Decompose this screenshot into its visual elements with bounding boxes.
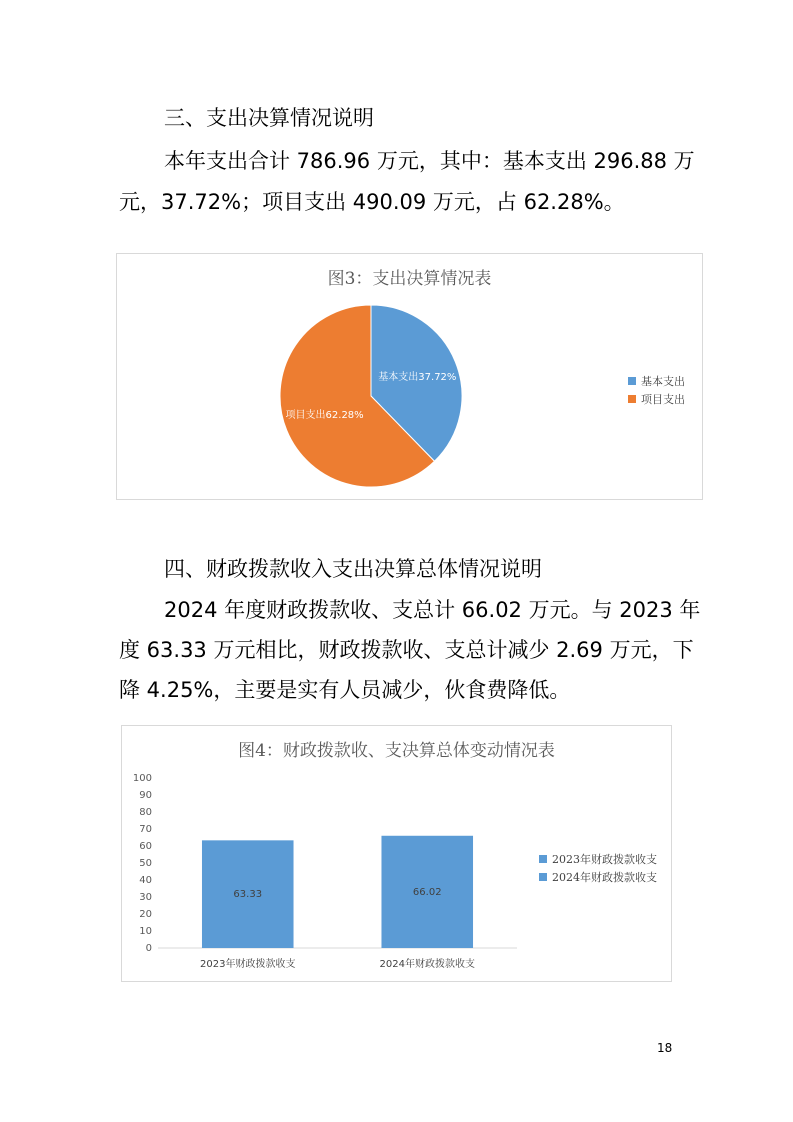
bar-chart-container (121, 725, 672, 982)
x-category-label: 2024年财政拨款收支 (379, 959, 475, 970)
y-tick-label: 20 (139, 909, 152, 920)
section4-line3: 降 4.25%，主要是实有人员减少，伙食费降低。 (119, 678, 571, 702)
x-category-label: 2023年财政拨款收支 (200, 959, 296, 970)
legend-swatch-project (628, 395, 636, 403)
section4-line2: 度 63.33 万元相比，财政拨款收、支总计减少 2.69 万元，下 (119, 638, 694, 662)
section3-heading: 三、支出决算情况说明 (164, 106, 374, 130)
pie-legend (628, 372, 685, 408)
y-tick-label: 90 (139, 790, 152, 801)
legend-label-basic: 基本支出 (641, 375, 685, 388)
y-tick-label: 0 (145, 943, 152, 954)
section3-line1: 本年支出合计 786.96 万元，其中：基本支出 296.88 万 (164, 149, 695, 173)
legend-swatch-2023 (539, 855, 547, 863)
legend-item-project (628, 390, 685, 408)
page-number: 18 (657, 1041, 673, 1055)
bar-data-label: 63.33 (233, 889, 263, 901)
y-tick-label: 80 (139, 807, 152, 818)
legend-label-2024: 2024年财政拨款收支 (552, 871, 657, 884)
section3-line2: 元，37.72%；项目支出 490.09 万元，占 62.28%。 (119, 190, 625, 214)
y-tick-label: 30 (139, 892, 152, 903)
bar-data-label: 66.02 (412, 886, 442, 898)
legend-item-basic (628, 372, 685, 390)
y-tick-label: 70 (139, 824, 152, 835)
legend-label-project: 项目支出 (641, 393, 685, 406)
pie-chart-title: 图3：支出决算情况表 (327, 269, 492, 289)
y-tick-label: 40 (139, 875, 152, 886)
y-tick-label: 50 (139, 858, 152, 869)
bar-chart-title: 图4：财政拨款收、支决算总体变动情况表 (238, 741, 555, 761)
pie-data-label: 基本支出37.72% (378, 372, 457, 384)
y-tick-label: 10 (139, 926, 152, 937)
pie-data-label: 项目支出62.28% (285, 409, 364, 421)
pie-chart (117, 254, 702, 499)
legend-item-2024 (539, 868, 657, 886)
legend-swatch-basic (628, 377, 636, 385)
section4-heading: 四、财政拨款收入支出决算总体情况说明 (164, 557, 542, 581)
legend-item-2023 (539, 850, 657, 868)
pie-chart-container (116, 253, 703, 500)
legend-label-2023: 2023年财政拨款收支 (552, 853, 657, 866)
y-tick-label: 60 (139, 841, 152, 852)
legend-swatch-2024 (539, 873, 547, 881)
bar-legend (539, 850, 657, 886)
section4-line1: 2024 年度财政拨款收、支总计 66.02 万元。与 2023 年 (164, 598, 701, 622)
y-tick-label: 100 (132, 773, 152, 784)
